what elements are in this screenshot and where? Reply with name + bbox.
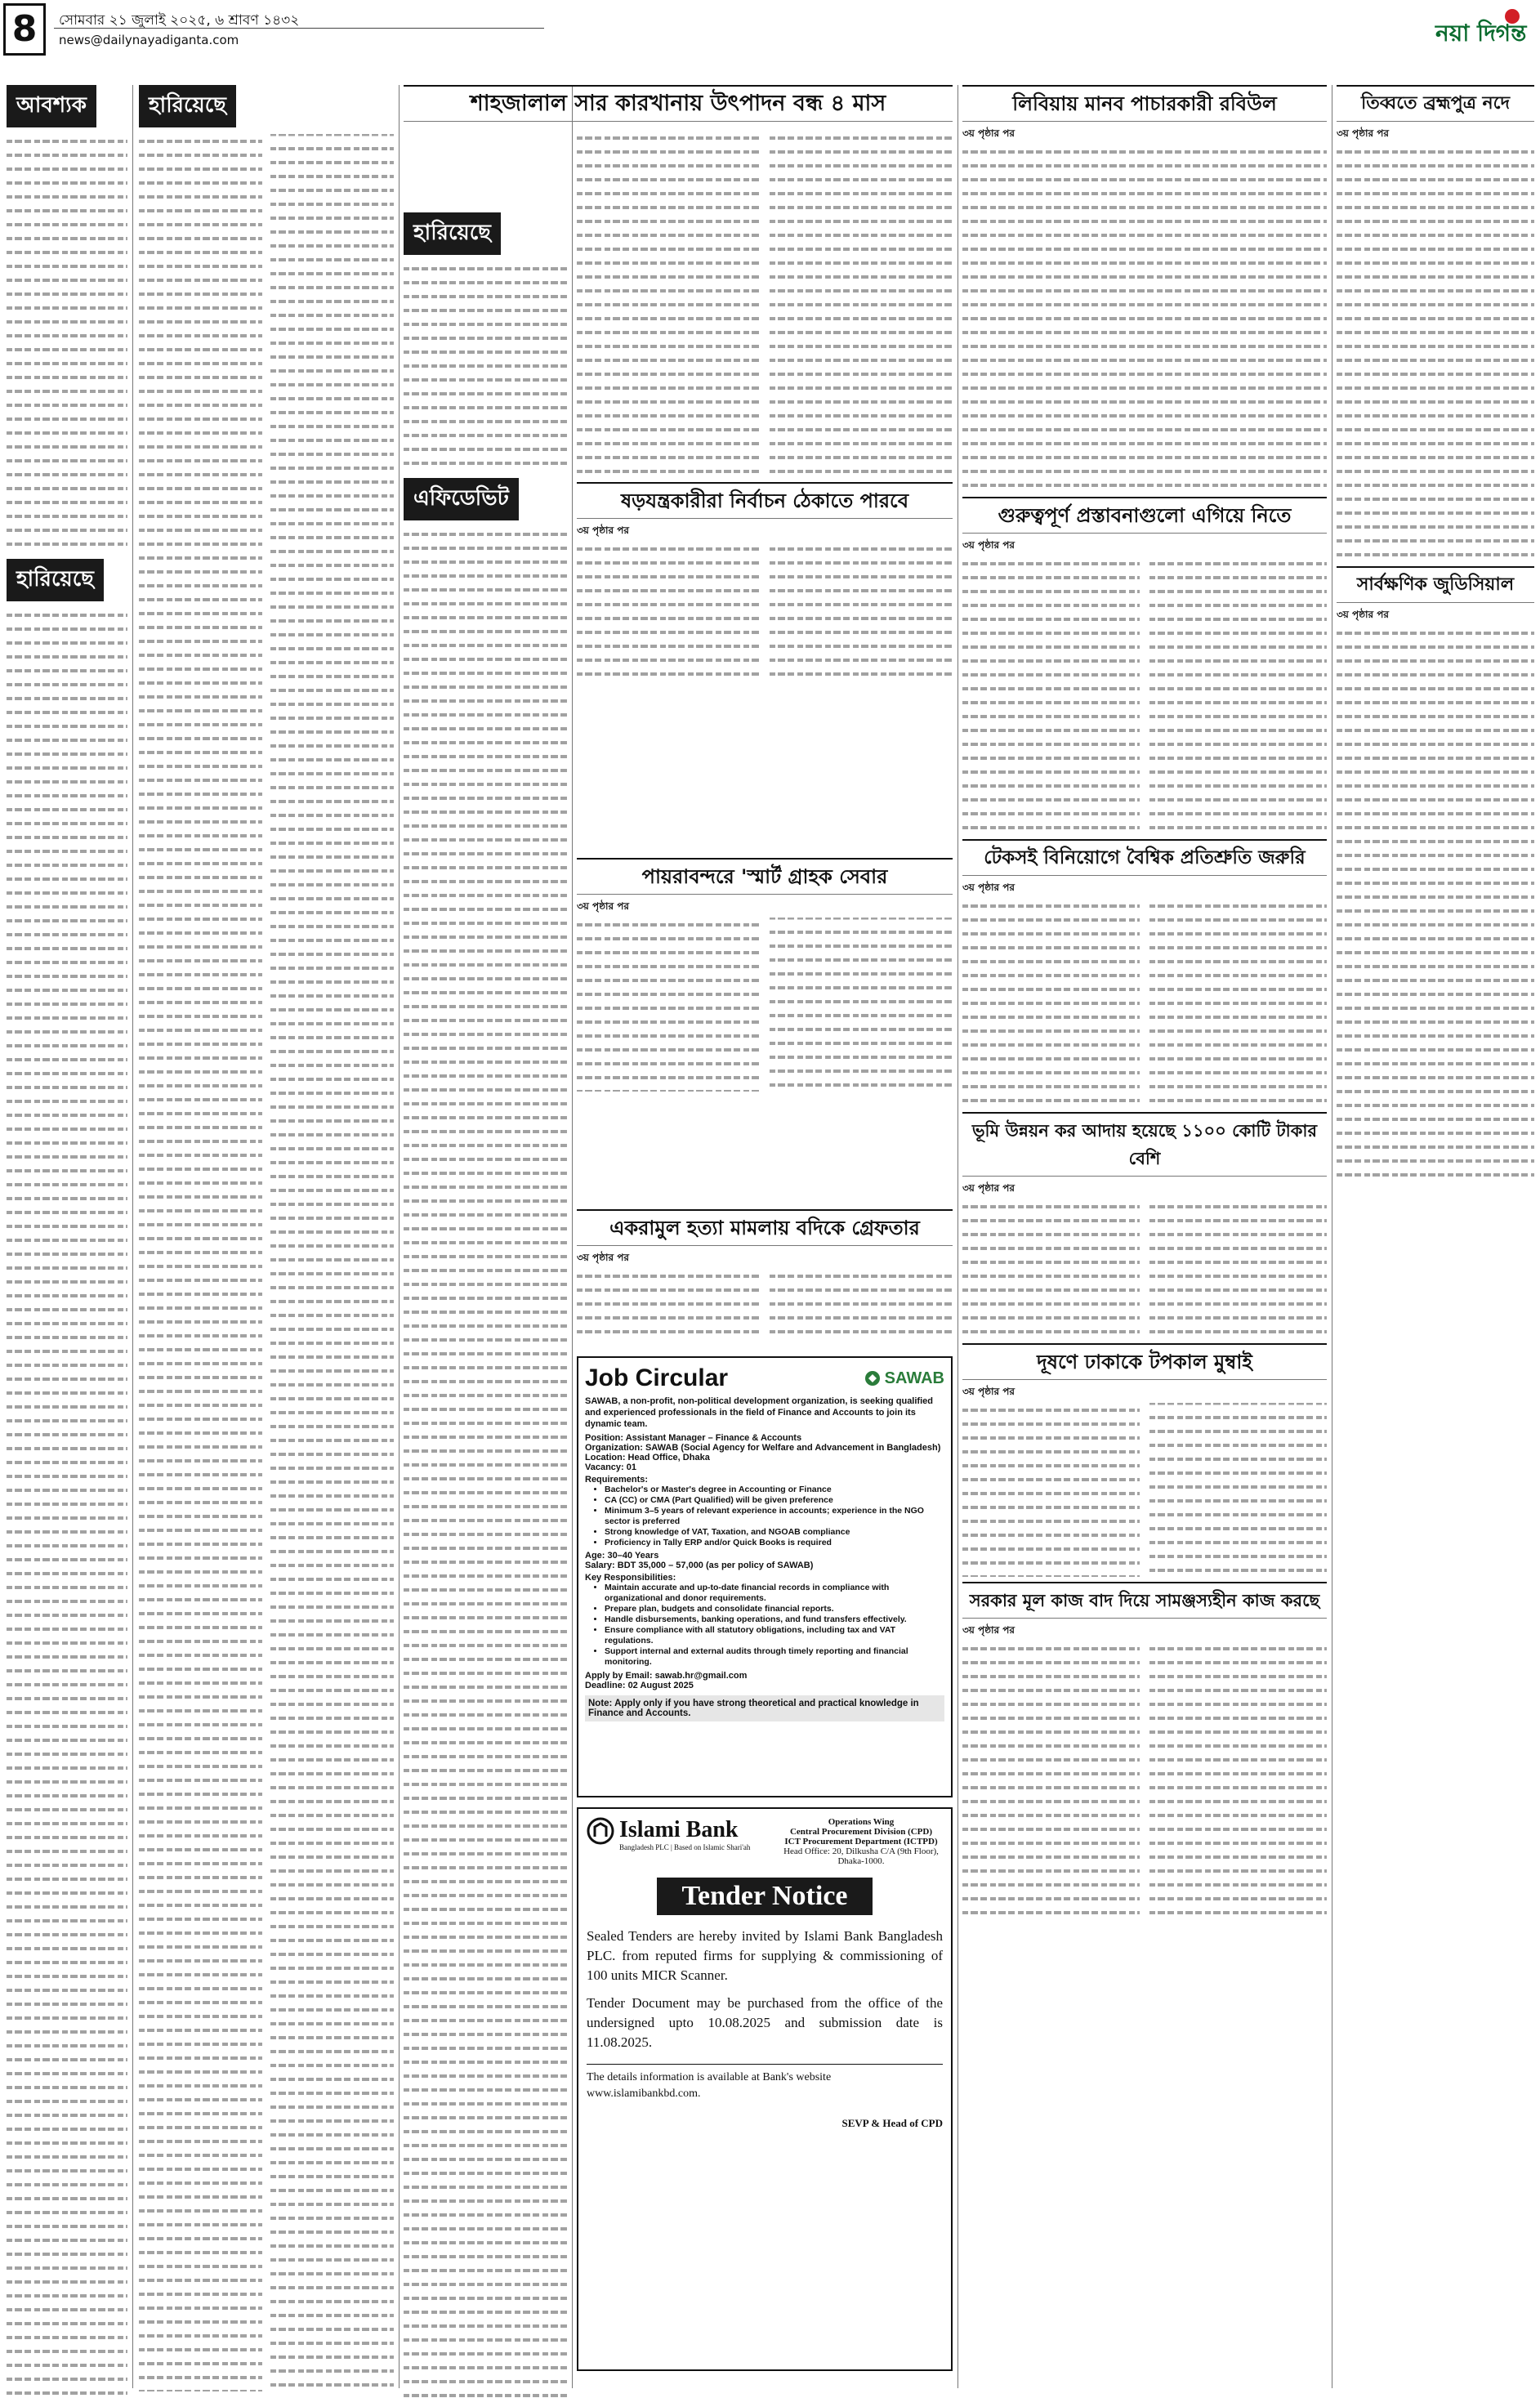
- job-org: SAWAB: [884, 1369, 944, 1387]
- bank-sub: Bangladesh PLC | Based on Islamic Shari'ah: [619, 1843, 751, 1851]
- job-apply: Apply by Email: sawab.hr@gmail.com: [585, 1671, 748, 1681]
- job-note: Note: Apply only if you have strong theoretical and practical knowledge in Finance and Accounts.: [585, 1695, 944, 1721]
- job-organization: Organization: SAWAB (Social Agency for Welfare and Advancement in Bangladesh): [585, 1443, 941, 1453]
- job-responsibilities: [605, 1583, 944, 1668]
- headline-payra: পায়রাবন্দরে 'স্মার্ট গ্রাহক সেবার: [577, 858, 953, 895]
- tender-sign: SEVP & Head of CPD: [841, 2117, 943, 2129]
- affidavit-notices: [404, 527, 567, 2398]
- tender-division: Central Procurement Division (CPD): [789, 1827, 933, 1837]
- job-resp-item: • Maintain accurate and up-to-date financial records in compliance with organizational and donor requirements.: [605, 1583, 944, 1604]
- affidavit-column: [404, 212, 567, 2398]
- newspaper-logo: [1432, 5, 1530, 52]
- section-heading-classified: আবশ্যক: [7, 85, 96, 127]
- headline-government: সরকার মূল কাজ বাদ দিয়ে সামঞ্জস্যহীন কাজ করছে: [962, 1582, 1327, 1619]
- job-location: Location: Head Office, Dhaka: [585, 1453, 710, 1462]
- islami-bank-logo-icon: [587, 1817, 614, 1845]
- story-ekramul: একরামুল হত্যা মামলায় বদিকে গ্রেফতার ৩য় পৃষ্ঠার পর: [577, 1209, 953, 1338]
- job-req-item: • Bachelor's or Master's degree in Accounting or Finance: [605, 1485, 944, 1495]
- lost-notices-2: [139, 134, 394, 2391]
- job-req-title: Requirements:: [585, 1475, 649, 1485]
- classified-column: [7, 85, 127, 2398]
- tender-office: Head Office: 20, Dilkusha C/A (9th Floor), Dhaka-1000.: [783, 1847, 939, 1866]
- headline-shahjalal: শাহজালাল সার কারখানায় উৎপাদন বন্ধ ৪ মাস: [404, 85, 953, 122]
- tender-wing: Operations Wing: [828, 1817, 895, 1827]
- job-req-item: • Proficiency in Tally ERP and/or Quick Books is required: [605, 1538, 944, 1548]
- job-requirements: [605, 1485, 944, 1548]
- column-divider: [132, 85, 133, 2388]
- column-divider: [399, 85, 400, 2388]
- lost-notices-3: [404, 261, 567, 470]
- page-header: [0, 0, 1540, 74]
- page-number: 8: [3, 3, 46, 56]
- job-resp-item: • Support internal and external audits through timely reporting and financial monitoring.: [605, 1646, 944, 1668]
- headline-ekramul: একরামুল হত্যা মামলায় বদিকে গ্রেফতার: [577, 1209, 953, 1246]
- newspaper-email: news@dailynayadiganta.com: [59, 33, 239, 47]
- job-resp-item: • Prepare plan, budgets and consolidate financial reports.: [605, 1604, 944, 1614]
- headline-tibet: তিব্বতে ব্রহ্মপুত্র নদে: [1337, 85, 1534, 122]
- job-circular-ad: [577, 1356, 953, 1797]
- job-salary: Salary: BDT 35,000 – 57,000 (as per policy of SAWAB): [585, 1561, 814, 1570]
- header-rule: [54, 28, 544, 29]
- job-vacancy: Vacancy: 01: [585, 1462, 636, 1472]
- logo-text: নয়া দিগন্ত: [1435, 20, 1527, 47]
- job-deadline: Deadline: 02 August 2025: [585, 1681, 694, 1690]
- sawab-logo-icon: [864, 1369, 882, 1387]
- story-shahjalal: [404, 85, 953, 127]
- tender-dept: ICT Procurement Department (ICTPD): [784, 1837, 938, 1847]
- news-column-right: লিবিয়ায় মানব পাচারকারী রবিউল ৩য় পৃষ্ঠার পর গুরুত্বপূর্ণ প্রস্তাবনাগুলো এগিয়ে নিতে ৩য় পৃষ্ঠার পর টেকসই বিনিয়োগে বৈশ্বিক প্রতিশ্রুতি জরুরি ৩য় পৃষ্ঠার পর ভূমি উন্নয়ন কর আদায় হয়েছে ১১০০ কোটি টাকার বেশি ৩য় পৃষ্ঠার পর দূষণে ঢাকাকে টপকাল মুম্বাই ৩য় পৃষ্ঠার পর সরকার মূল কাজ বাদ দিয়ে সামঞ্জস্যহীন কাজ করছে ৩য় পৃষ্ঠার পর: [962, 85, 1327, 1919]
- job-resp-item: • Handle disbursements, banking operations, and fund transfers effectively.: [605, 1614, 944, 1625]
- story-payra: পায়রাবন্দরে 'স্মার্ট গ্রাহক সেবার ৩য় পৃষ্ঠার পর: [577, 858, 953, 1092]
- section-heading-lost: হারিয়েছে: [404, 212, 501, 255]
- headline-proposals: গুরুত্বপূর্ণ প্রস্তাবনাগুলো এগিয়ে নিতে: [962, 497, 1327, 534]
- headline-judicial: সার্বক্ষণিক জুডিসিয়াল: [1337, 566, 1534, 603]
- section-heading-affidavit: এফিডেভিট: [404, 478, 519, 520]
- tender-title: Tender Notice: [657, 1878, 872, 1915]
- column-divider: [957, 85, 958, 2388]
- tender-notice-ad: [577, 1807, 953, 2371]
- job-intro: SAWAB, a non-profit, non-political development organization, is seeking qualified and experienced professionals in the field of Finance and Accounts to join its dynamic team.: [585, 1396, 933, 1429]
- lost-notices: [7, 608, 127, 2398]
- column-divider: [572, 85, 573, 2388]
- logo-mark-icon: [1432, 5, 1530, 52]
- headline-pollution: দূষণে ঢাকাকে টপকাল মুম্বাই: [962, 1343, 1327, 1380]
- job-position: Position: Assistant Manager – Finance & Accounts: [585, 1433, 802, 1443]
- headline-conspirators: ষড়যন্ত্রকারীরা নির্বাচন ঠেকাতে পারবে: [577, 482, 953, 519]
- job-resp-item: • Ensure compliance with all statutory obligations, including tax and VAT regulations.: [605, 1625, 944, 1646]
- tender-body-2: Tender Document may be purchased from the office of the undersigned upto 10.08.2025 and submission date is 11.08.2025.: [587, 1995, 943, 2050]
- job-title: Job Circular: [585, 1364, 729, 1391]
- headline-investment: টেকসই বিনিয়োগে বৈশ্বিক প্রতিশ্রুতি জরুরি: [962, 839, 1327, 876]
- issue-date: সোমবার ২১ জুলাই ২০২৫, ৬ শ্রাবণ ১৪৩২: [59, 12, 300, 29]
- section-heading-lost: হারিয়েছে: [7, 559, 104, 601]
- job-req-item: • Strong knowledge of VAT, Taxation, and NGOAB compliance: [605, 1527, 944, 1538]
- story-shahjalal-body: [577, 131, 953, 478]
- lost-column: [139, 85, 394, 2391]
- tender-body-1: Sealed Tenders are hereby invited by Islami Bank Bangladesh PLC. from reputed firms for supplying & commissioning of 100 units MICR Scanner.: [587, 1928, 943, 1983]
- news-column-far-right: তিব্বতে ব্রহ্মপুত্র নদে ৩য় পৃষ্ঠার পর সার্বক্ষণিক জুডিসিয়াল ৩য় পৃষ্ঠার পর: [1337, 85, 1534, 1181]
- headline-libya: লিবিয়ায় মানব পাচারকারী রবিউল: [962, 85, 1327, 122]
- story-conspirators: ষড়যন্ত্রকারীরা নির্বাচন ঠেকাতে পারবে ৩য় পৃষ্ঠার পর: [577, 482, 953, 681]
- tender-body-3: The details information is available at Bank's website www.islamibankbd.com.: [587, 2064, 943, 2102]
- job-resp-title: Key Responsibilities:: [585, 1573, 676, 1583]
- job-req-item: • Minimum 3–5 years of relevant experience in accounts; experience in the NGO sector is preferred: [605, 1506, 944, 1527]
- job-req-item: • CA (CC) or CMA (Part Qualified) will be given preference: [605, 1495, 944, 1506]
- bank-name: Islami Bank: [619, 1817, 739, 1842]
- headline-land-tax: ভূমি উন্নয়ন কর আদায় হয়েছে ১১০০ কোটি টাকার বেশি: [962, 1112, 1327, 1177]
- job-age: Age: 30–40 Years: [585, 1551, 659, 1561]
- section-heading-lost: হারিয়েছে: [139, 85, 236, 127]
- classified-body: [7, 134, 127, 551]
